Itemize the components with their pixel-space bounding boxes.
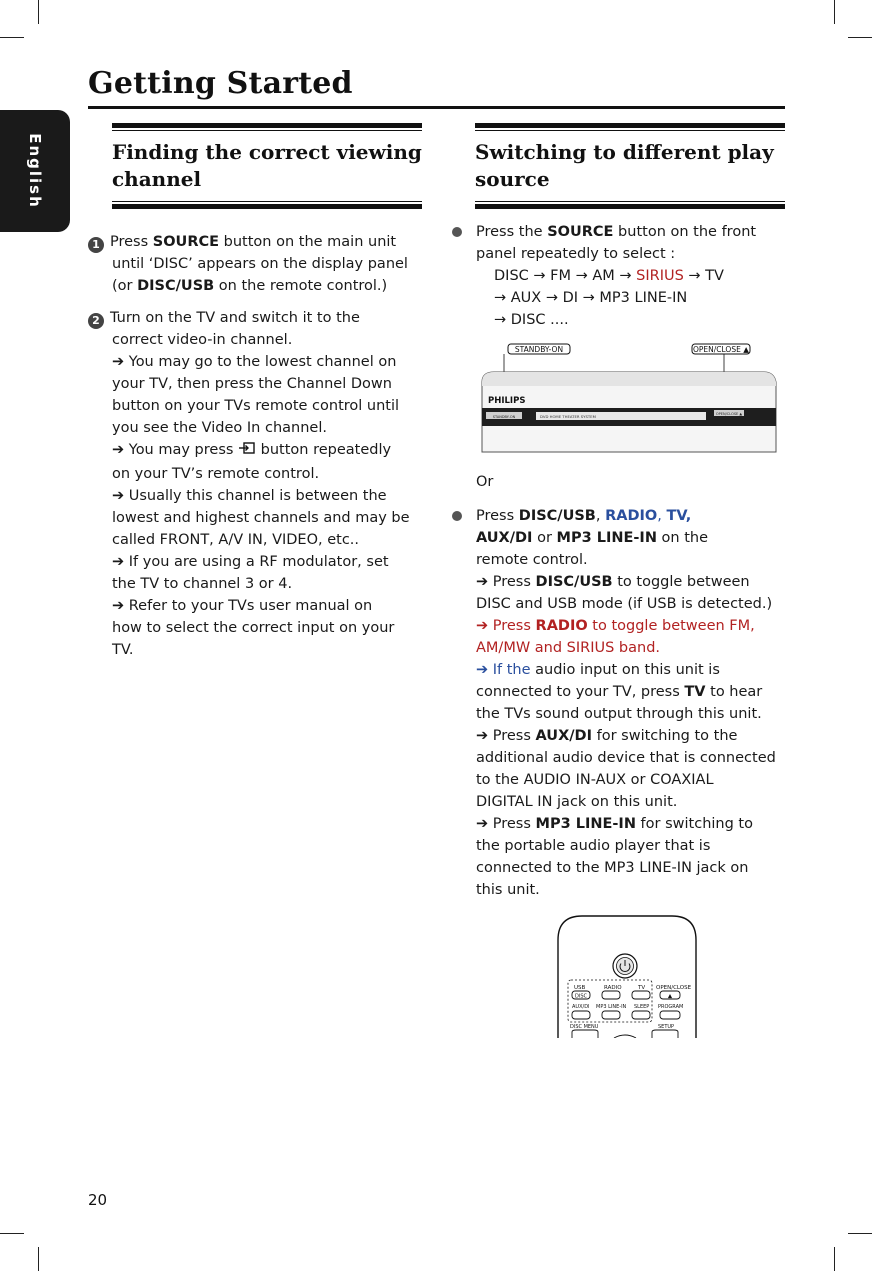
disc-menu-label: DISC MENU [570, 1024, 599, 1030]
crop-mark [38, 0, 39, 24]
open-close-label: OPEN/CLOSE ▲ [692, 345, 750, 354]
power-icon [613, 954, 637, 978]
crop-mark [0, 1233, 24, 1234]
brand-logo: PHILIPS [488, 396, 526, 406]
right-bullet-2: Press DISC/USB, RADIO, TV, AUX/DI or MP3 LINE-IN on the remote control. ➔ Press DISC/USB to toggle between DISC and USB mode (if USB is detected.) ➔ Press RADIO to toggle between FM, AM/MW and SIRIUS band. ➔ If the audio input on this unit is connected to your TV, press TV to hear the TVs sound output through this unit. ➔ Press AUX/DI for switching to the additional audio device that is connected to the AUDIO IN-AUX or COAXIAL DIGITAL IN jack on this unit. ➔ Press MP3 LINE-IN for switching to the portable audio player that is connected to the MP3 LINE-IN jack on this unit. [476, 508, 776, 898]
step-2-line-1: 2 Turn on the TV and switch it to the [88, 307, 428, 329]
open-close-label: OPEN/CLOSE [656, 985, 692, 991]
step-1-line-3: (or DISC/USB on the remote control.) [112, 278, 388, 294]
page-number: 20 [88, 1191, 108, 1209]
radio-label: RADIO [604, 985, 622, 991]
eject-symbol: ▲ [667, 993, 673, 1000]
panel-standby-text: STANDBY-ON [492, 415, 516, 419]
disc-button-label: DISC [575, 993, 587, 1000]
crop-mark [834, 1247, 835, 1271]
left-heading-line2: channel [112, 167, 202, 191]
aux-di-label: AUX/DI [572, 1004, 590, 1010]
bullet-icon [452, 511, 462, 521]
language-tab-label: English [26, 133, 44, 209]
right-heading-line2: source [475, 167, 550, 191]
sleep-label: SLEEP [634, 1004, 650, 1010]
crop-mark [848, 37, 872, 38]
crop-mark [848, 1233, 872, 1234]
step-1-line-1: 1 Press SOURCE button on the main unit [88, 231, 428, 253]
step-2-body: correct video-in channel. ➔ You may go to the lowest channel on your TV, then press the Channel Down button on your TVs remote control until you see the Video In channel. ➔ You may press button repeatedly on your TV’s remote control. ➔ Usually this channel is between the lowest and highest channels and may be called FRONT, A/V IN, VIDEO, etc.. ➔ If you are using a RF modulator, set the TV to channel 3 or 4. ➔ Refer to your TVs user manual on how to select the correct input on your TV. [112, 332, 410, 658]
title-rule [88, 106, 785, 109]
left-heading-line1: Finding the correct viewing [112, 140, 422, 164]
circled-number-icon: 1 [88, 237, 104, 253]
right-bullet-1: Press the SOURCE button on the front panel repeatedly to select : DISC → FM → AM → SIRIUS → TV → AUX → DI → MP3 LINE-IN → DISC .... [476, 224, 757, 328]
or-label: Or [476, 474, 494, 490]
mp3-line-in-label: MP3 LINE-IN [596, 1004, 627, 1010]
bullet-icon [452, 227, 462, 237]
left-section-heading [112, 123, 422, 209]
setup-label: SETUP [658, 1024, 675, 1030]
usb-label: USB [574, 985, 586, 991]
front-panel-illustration [478, 342, 780, 456]
tv-label: TV [638, 985, 646, 991]
standby-label: STANDBY-ON [514, 345, 564, 354]
left-column-text [88, 231, 428, 661]
circled-number-icon: 2 [88, 313, 104, 329]
panel-open-close-text: OPEN/CLOSE ▲ [715, 412, 743, 416]
input-source-icon [238, 441, 256, 463]
right-section-heading [475, 123, 785, 209]
step-1-line-2: until ‘DISC’ appears on the display panel [112, 256, 408, 272]
crop-mark [834, 0, 835, 24]
panel-display-text: DVD HOME THEATER SYSTEM [540, 414, 596, 419]
crop-mark [38, 1247, 39, 1271]
remote-illustration [556, 914, 700, 1038]
program-label: PROGRAM [658, 1004, 684, 1010]
language-tab [0, 110, 70, 232]
right-heading-line1: Switching to different play [475, 140, 774, 164]
crop-mark [0, 37, 24, 38]
page-title: Getting Started [88, 66, 353, 101]
